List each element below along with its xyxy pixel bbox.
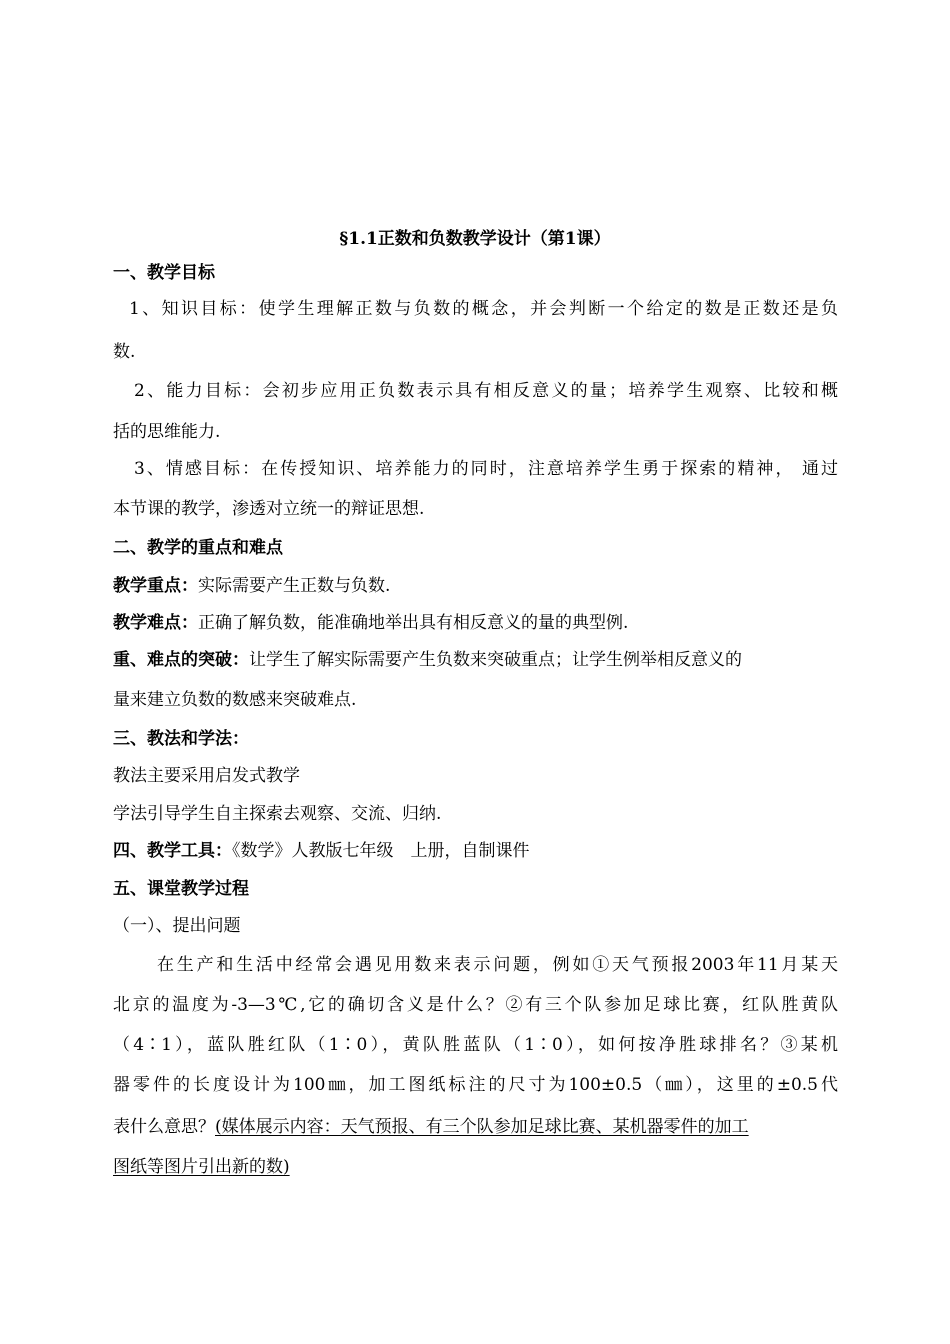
goal-ability-line1: 2、能力目标：会初步应用正负数表示具有相反意义的量；培养学生观察、比较和概 <box>134 381 838 401</box>
page-title: §1.1正数和负数教学设计（第1课） <box>339 229 611 249</box>
paragraph-line6 <box>113 1155 838 1179</box>
key-point-text: 实际需要产生正数与负数. <box>198 576 391 596</box>
paragraph-line5 <box>113 1115 838 1139</box>
paragraph-line2: 北京的温度为-3—3℃,它的确切含义是什么？②有三个队参加足球比赛，红队胜黄队 <box>113 995 838 1015</box>
difficulty-text: 正确了解负数，能准确地举出具有相反意义的量的典型例. <box>198 613 629 633</box>
breakthrough-label: 重、难点的突破： <box>113 650 249 670</box>
goal-knowledge-line2: 数. <box>113 342 136 362</box>
media-note-part2: 图纸等图片引出新的数) <box>113 1157 290 1177</box>
goal-knowledge-line1: 1、知识目标：使学生理解正数与负数的概念，并会判断一个给定的数是正数还是负 <box>129 299 838 319</box>
tools-label: 四、教学工具： <box>113 841 232 861</box>
media-note-part1: (媒体展示内容：天气预报、有三个队参加足球比赛、某机器零件的加工 <box>215 1117 749 1137</box>
learning-method: 学法引导学生自主探索去观察、交流、归纳. <box>113 804 442 824</box>
paragraph-line3: （4∶1），蓝队胜红队（1∶0），黄队胜蓝队（1∶0），如何按净胜球排名？③某机 <box>113 1035 838 1055</box>
section-heading-process: 五、课堂教学过程 <box>113 879 249 899</box>
tools-line <box>113 839 838 863</box>
paragraph-line5-plain: 表什么意思？ <box>113 1117 215 1137</box>
breakthrough-line1 <box>113 648 838 672</box>
goal-ability-line2: 括的思维能力. <box>113 422 221 442</box>
subsection-raise-question: （一）、提出问题 <box>113 916 241 936</box>
tools-text: 《数学》人教版七年级 上册，自制课件 <box>232 841 530 861</box>
section-heading-focus: 二、教学的重点和难点 <box>113 538 283 558</box>
section-heading-methods: 三、教法和学法： <box>113 729 249 749</box>
teaching-method: 教法主要采用启发式教学 <box>113 766 300 786</box>
breakthrough-text1: 让学生了解实际需要产生负数来突破重点；让学生例举相反意义的 <box>249 650 742 670</box>
difficulty-label: 教学难点： <box>113 613 198 633</box>
key-point-line <box>113 574 838 598</box>
goal-emotion-line2: 本节课的教学，渗透对立统一的辩证思想. <box>113 499 425 519</box>
difficulty-line <box>113 611 838 635</box>
goal-emotion-line1: 3、情感目标：在传授知识、培养能力的同时，注意培养学生勇于探索的精神， 通过 <box>134 459 838 479</box>
section-heading-objectives: 一、教学目标 <box>113 263 215 283</box>
paragraph-line1: 在生产和生活中经常会遇见用数来表示问题，例如①天气预报2003年11月某天 <box>157 955 838 975</box>
key-point-label: 教学重点： <box>113 576 198 596</box>
paragraph-line4: 器零件的长度设计为100㎜，加工图纸标注的尺寸为100±0.5（㎜），这里的±0.5代 <box>113 1075 838 1095</box>
breakthrough-line2: 量来建立负数的数感来突破难点. <box>113 690 357 710</box>
